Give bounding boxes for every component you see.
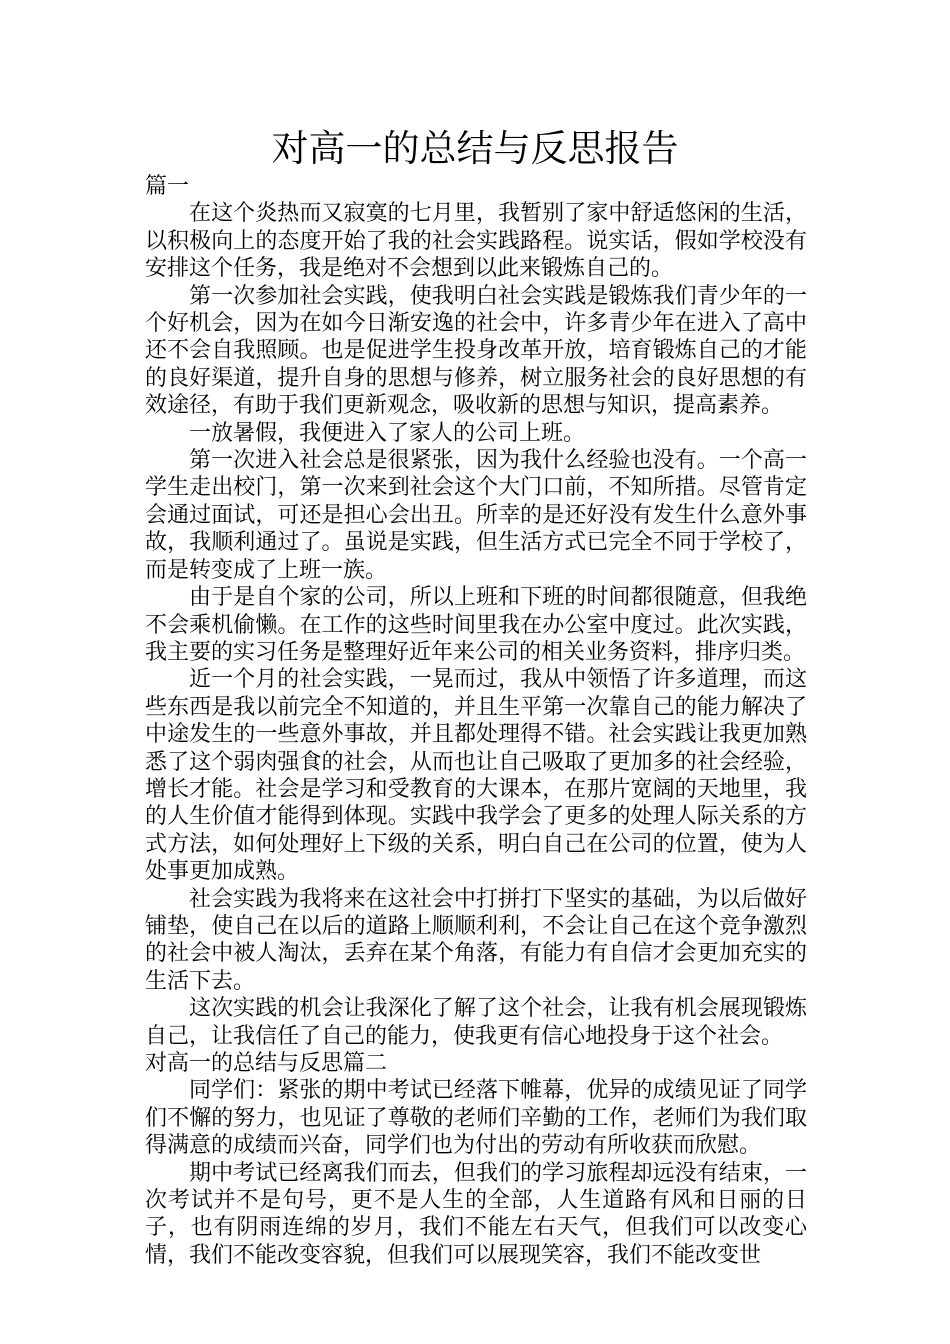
body-paragraph: 期中考试已经离我们而去，但我们的学习旅程却远没有结束，一次考试并不是句号，更不是人生的全部，人生道路有风和日丽的日子，也有阴雨连绵的岁月，我们不能左右天气，但我们可以改变心情，我们不能改变容貌，但我们可以展现笑容，我们不能改变世 (145, 1160, 807, 1268)
body-paragraph: 第一次参加社会实践，使我明白社会实践是锻炼我们青少年的一个好机会，因为在如今日渐安逸的社会中，许多青少年在进入了高中还不会自我照顾。也是促进学生投身改革开放，培育锻炼自己的才能的良好渠道，提升自身的思想与修养，树立服务社会的良好思想的有效途径，有助于我们更新观念，吸收新的思想与知识，提高素养。 (145, 283, 807, 419)
document-body (145, 173, 807, 1269)
body-paragraph: 一放暑假，我便进入了家人的公司上班。 (189, 420, 586, 446)
body-paragraph: 由于是自个家的公司，所以上班和下班的时间都很随意，但我绝不会乘机偷懒。在工作的这些时间里我在办公室中度过。此次实践，我主要的实习任务是整理好近年来公司的相关业务资料，排序归类。 (145, 585, 807, 665)
section-heading: 对高一的总结与反思篇二 (145, 1051, 388, 1076)
body-paragraph: 同学们：紧张的期中考试已经落下帷幕，优异的成绩见证了同学们不懈的努力，也见证了尊敬的老师们辛勤的工作，老师们为我们取得满意的成绩而兴奋，同学们也为付出的劳动有所收获而欣慰。 (145, 1078, 807, 1159)
body-paragraph: 近一个月的社会实践，一晃而过，我从中领悟了许多道理，而这些东西是我以前完全不知道的，并且生平第一次靠自己的能力解决了中途发生的一些意外事故，并且都处理得不错。社会实践让我更加熟悉了这个弱肉强食的社会，从而也让自己吸取了更加多的社会经验，增长才能。社会是学习和受教育的大课本，在那片宽阔的天地里，我的人生价值才能得到体现。实践中我学会了更多的处理人际关系的方式方法，如何处理好上下级的关系，明白自己在公司的位置，使为人处事更加成熟。 (145, 667, 807, 885)
body-paragraph: 这次实践的机会让我深化了解了这个社会，让我有机会展现锻炼自己，让我信任了自己的能力，使我更有信心地投身于这个社会。 (145, 996, 807, 1049)
section-heading: 篇一 (145, 174, 190, 199)
body-paragraph: 第一次进入社会总是很紧张，因为我什么经验也没有。一个高一学生走出校门，第一次来到社会这个大门口前，不知所措。尽管肯定会通过面试，可还是担心会出丑。所幸的是还好没有发生什么意外事故，我顺利通过了。虽说是实践，但生活方式已完全不同于学校了，而是转变成了上班一族。 (145, 448, 807, 583)
body-paragraph: 社会实践为我将来在这社会中打拼打下坚实的基础，为以后做好铺垫，使自己在以后的道路上顺顺利利，不会让自己在这个竞争激烈的社会中被人淘汰，丢弃在某个角落，有能力有自信才会更加充实的生活下去。 (145, 886, 807, 994)
body-paragraph: 在这个炎热而又寂寞的七月里，我暂别了家中舒适悠闲的生活，以积极向上的态度开始了我的社会实践路程。说实话，假如学校没有安排这个任务，我是绝对不会想到以此来锻炼自己的。 (145, 201, 807, 282)
document-title: 对高一的总结与反思报告 (271, 127, 679, 170)
